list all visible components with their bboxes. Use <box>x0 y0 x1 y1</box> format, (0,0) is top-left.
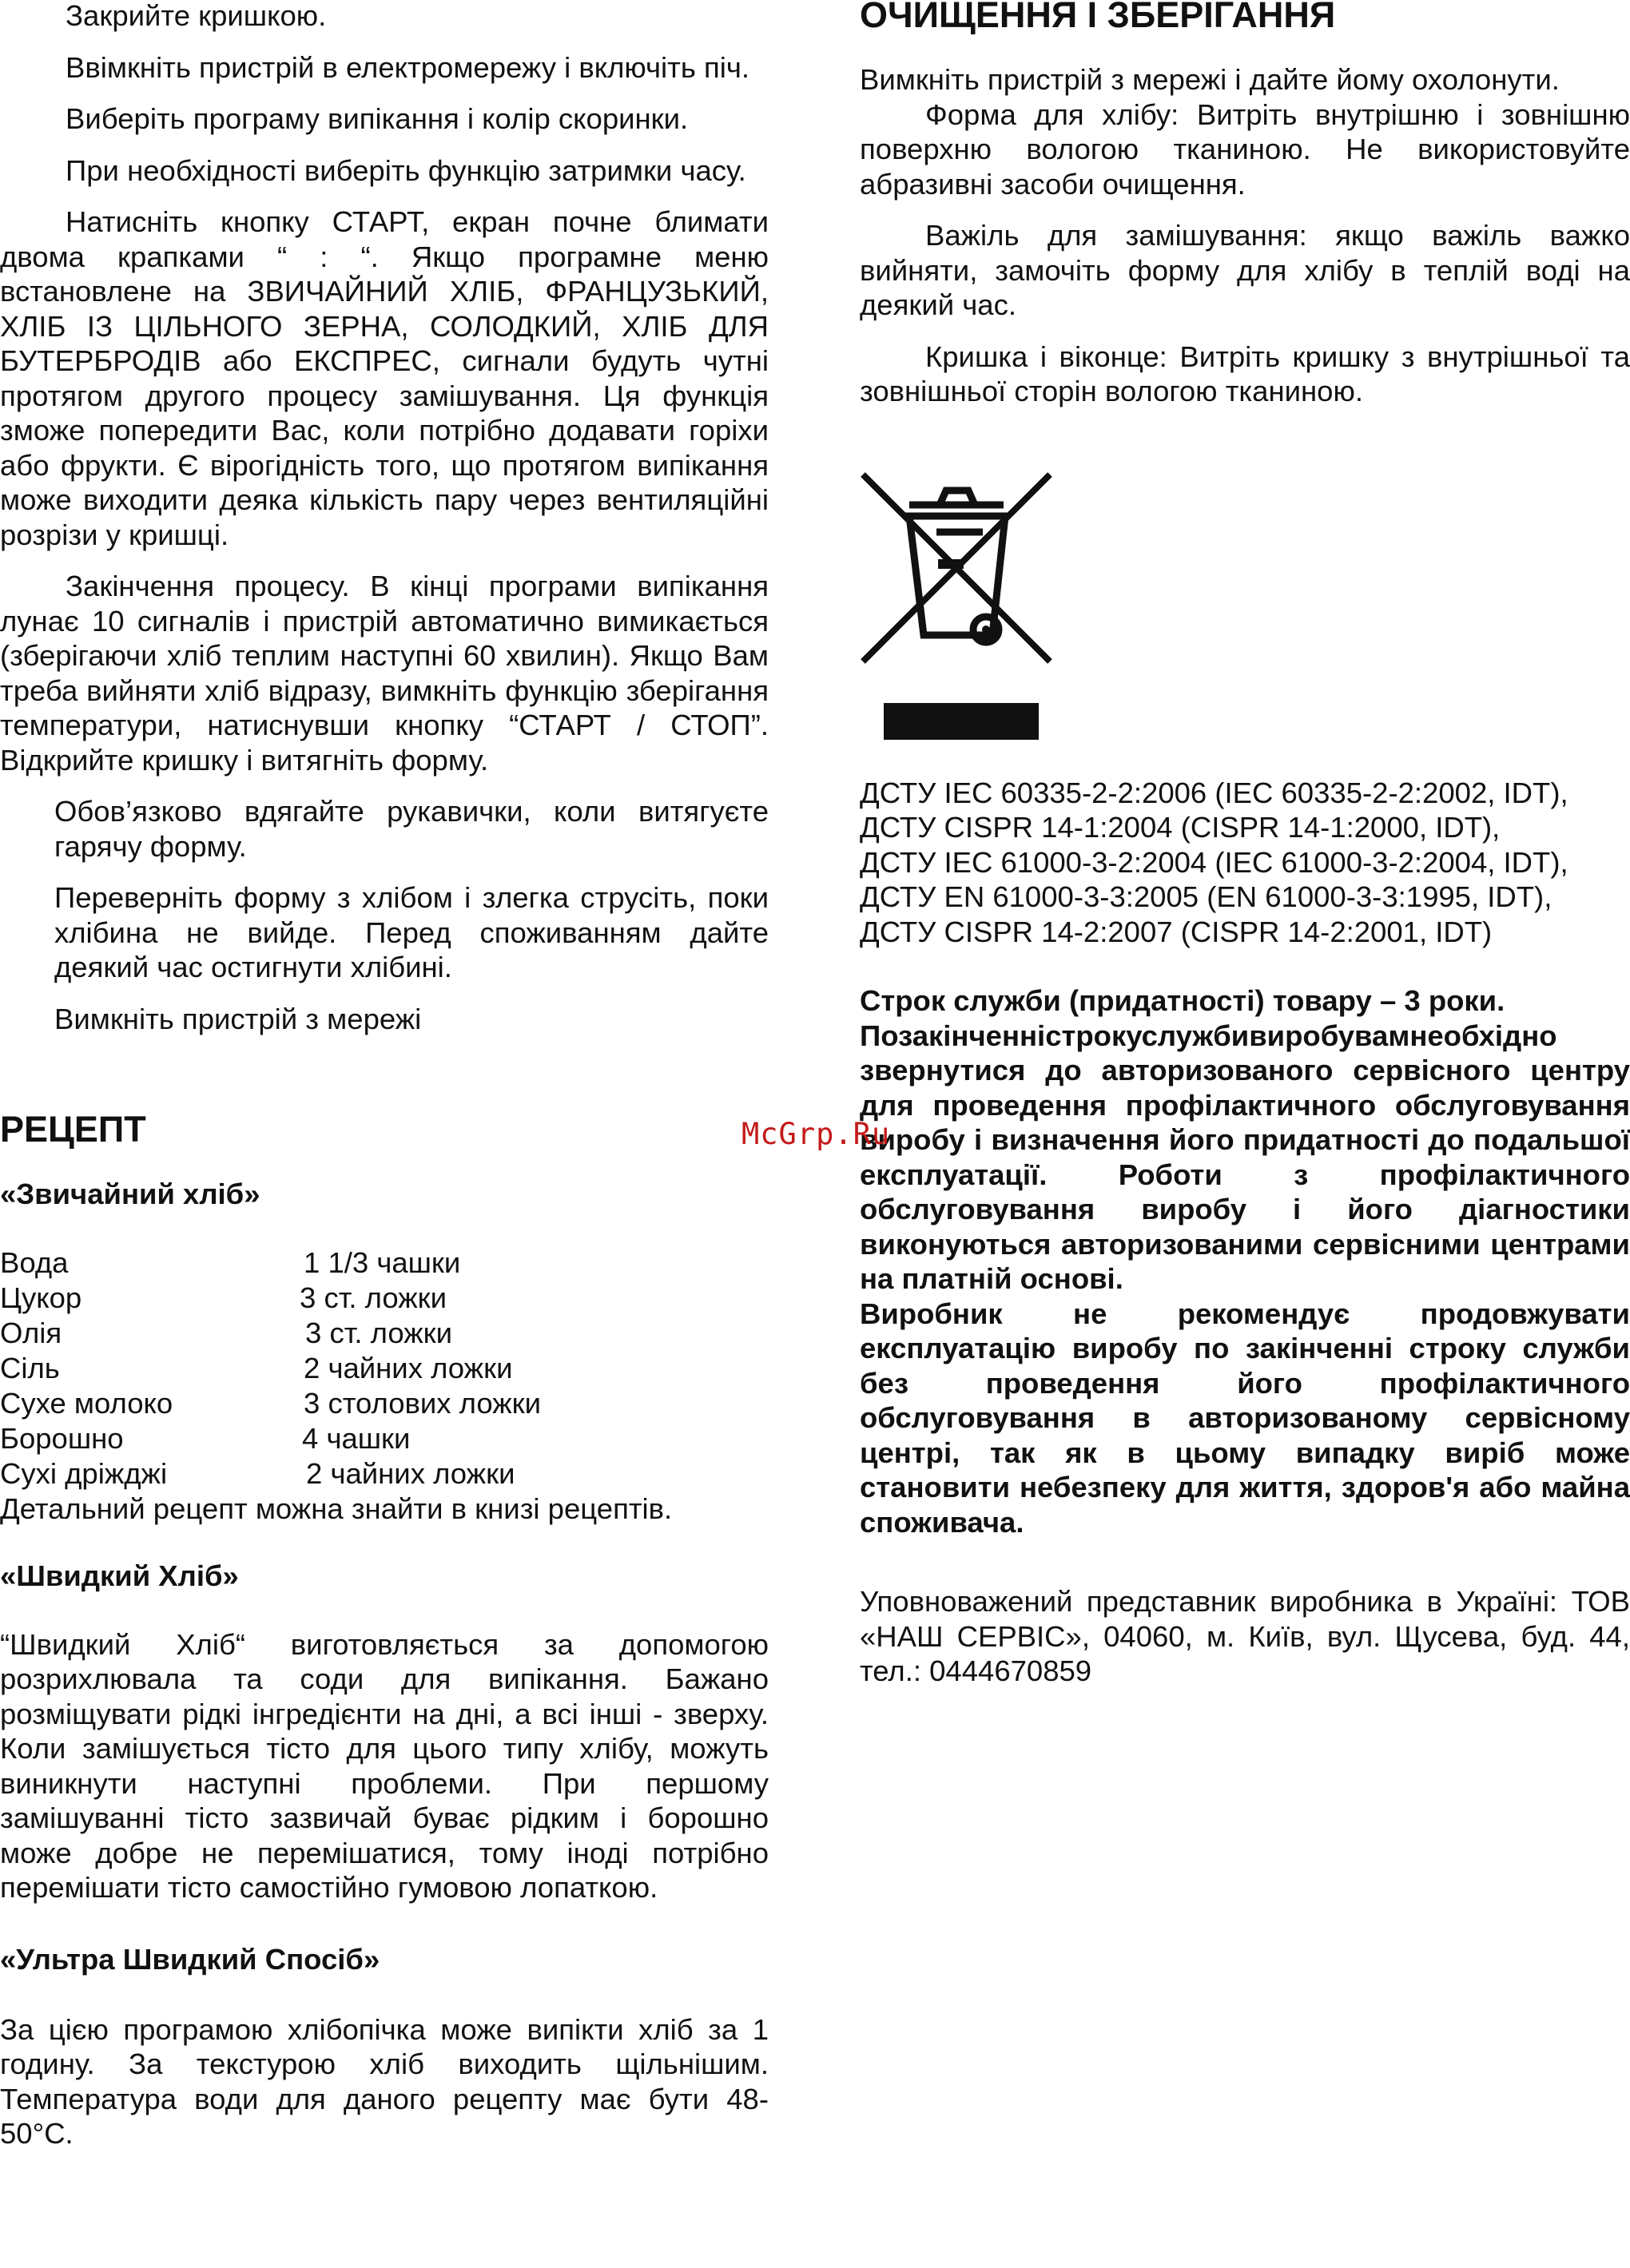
list-item: Вода 1 1/3 чашки <box>0 1246 461 1279</box>
step-start: Натисніть кнопку СТАРТ, екран почне блимати двома крапками “ : “. Якщо програмне меню встановлене на ЗВИЧАЙНИЙ ХЛІБ, ФРАНЦУЗЬКИЙ, ХЛІБ ІЗ ЦІЛЬНОГО ЗЕРНА, СОЛОДКИЙ, ХЛІБ ДЛЯ БУТЕРБРОДІВ або ЕКСПРЕС, сигнали будуть чутні протягом другого процесу замішування. Ця функція зможе попередити Вас, коли потрібно додавати горіхи або фрукти. Є вірогідність того, що протягом випікання може виходити деяка кількість пару через вентиляційні розрізи у кришці. <box>0 205 769 551</box>
recipe-note: Детальний рецепт можна знайти в книзі рецептів. <box>0 1492 673 1525</box>
right-column <box>860 0 1630 1689</box>
service-life: Строк служби (придатності) товару – 3 роки. <box>860 984 1505 1017</box>
representative: Уповноважений представник виробника в Україні: ТОВ «НАШ СЕРВІС», 04060, м. Київ, вул. Щусева, буд. 44, тел.: 0444670859 <box>860 1585 1630 1687</box>
list-item: Сіль 2 чайних ложки <box>0 1352 513 1384</box>
list-item: Сухі дріжджі 2 чайних ложки <box>0 1457 515 1490</box>
list-item: Цукор 3 ст. ложки <box>0 1281 447 1314</box>
step-close-lid: Закрийте кришкою. <box>66 0 327 32</box>
cleaning-heading: ОЧИЩЕННЯ І ЗБЕРІГАННЯ <box>860 0 1336 35</box>
list-item: ДСТУ CISPR 14-1:2004 (CISPR 14-1:2000, IDT), <box>860 811 1501 844</box>
recipe2-title: «Швидкий Хліб» <box>0 1559 239 1592</box>
note-turn-over: Переверніть форму з хлібом і злегка струсіть, поки хлібина не вийде. Перед споживанням дайте деякий час остигнути хлібині. <box>54 881 769 983</box>
recipe1-title: «Звичайний хліб» <box>0 1178 260 1210</box>
ingredient-list <box>0 1245 769 1491</box>
step-select-program: Виберіть програму випікання і колір скоринки. <box>66 102 689 135</box>
watermark: McGrp.Ru <box>741 1117 891 1151</box>
cleaning-lid: Кришка і віконце: Витріть кришку з внутрішньої та зовнішньої сторін вологою тканиною. <box>860 340 1630 407</box>
recipe3-title: «Ультра Швидкий Спосіб» <box>0 1942 380 1976</box>
note-unplug: Вимкніть пристрій з мережі <box>54 1002 422 1035</box>
standards-list <box>860 776 1630 950</box>
list-item: Олія 3 ст. ложки <box>0 1317 453 1349</box>
notes-block <box>0 794 769 1036</box>
note-gloves: Обов’язково вдягайте рукавички, коли витягуєте гарячу форму. <box>54 795 769 863</box>
step-power-on: Ввімкніть пристрій в електромережу і включіть піч. <box>66 50 750 84</box>
recipe3-text: За цією програмою хлібопічка може випікти хліб за 1 годину. За текстурою хліб виходить щільнішим. Температура води для даного рецепту має бути 48-50°С. <box>0 2012 769 2150</box>
list-item: ДСТУ CISPR 14-2:2007 (CISPR 14-2:2001, IDT) <box>860 915 1493 948</box>
service-text: Позакінченністрокуслужбивиробувамнеобхідно звернутися до авторизованого сервісного центру для проведення профілактичного обслуговування виробу і визначення його придатності до подальшої експлуатації. Роботи з профілактичного обслуговування виробу і його діагностики виконуються авторизованими сервісними центрами на платній основі. <box>860 1019 1630 1295</box>
manufacturer-warning: Виробник не рекомендує продовжувати експлуатацію виробу по закінченні строку служби без проведення його профілактичного обслуговування в авторизованому сервісному центрі, так як в цьому випадку виріб може становити небезпеку для життя, здоров'я або майна споживача. <box>860 1297 1630 1539</box>
left-column <box>0 0 769 2151</box>
list-item: ДСТУ IEC 60335-2-2:2006 (IEC 60335-2-2:2002, IDT), <box>860 776 1568 809</box>
recycle-bin-crossed-icon <box>860 471 1056 743</box>
recipe2-text: “Швидкий Хліб“ виготовляється за допомогою розрихлювала та соди для випікання. Бажано розміщувати рідкі інгредієнти на дні, а всі інші - зверху. Коли замішується тісто для цього типу хлібу, можуть виникнути наступні проблеми. При першому замішуванні тісто зазвичай буває рідким і борошно може добре не перемішатися, тому іноді потрібно перемішати тісто самостійно гумовою лопаткою. <box>0 1627 769 1904</box>
list-item: Сухе молоко 3 столових ложки <box>0 1387 542 1420</box>
recipe-heading: РЕЦЕПТ <box>0 1109 146 1150</box>
step-finish: Закінчення процесу. В кінці програми випікання лунає 10 сигналів і пристрій автоматично вимикається (зберігаючи хліб теплим наступні 60 хвилин). Якщо Вам треба вийняти хліб відразу, вимкніть функцію зберігання температури, натиснувши кнопку “СТАРТ / СТОП”. Відкрийте кришку і витягніть форму. <box>0 570 769 777</box>
service-life-block <box>860 983 1630 1539</box>
cleaning-paddle: Важіль для замішування: якщо важіль важко вийняти, замочіть форму для хлібу в теплій воді на деякий час. <box>860 219 1630 321</box>
list-item: Борошно 4 чашки <box>0 1422 411 1455</box>
list-item: ДСТУ IEC 61000-3-2:2004 (IEC 61000-3-2:2004, IDT), <box>860 845 1568 879</box>
step-delay-timer: При необхідності виберіть функцію затримки часу. <box>66 153 746 187</box>
list-item: ДСТУ EN 61000-3-3:2005 (EN 61000-3-3:1995, IDT), <box>860 880 1552 913</box>
cleaning-form: Форма для хлібу: Витріть внутрішню і зовнішню поверхню вологою тканиною. Не використовуйте абразивні засоби очищення. <box>860 97 1630 201</box>
cleaning-intro: Вимкніть пристрій з мережі і дайте йому охолонути. <box>860 63 1560 96</box>
